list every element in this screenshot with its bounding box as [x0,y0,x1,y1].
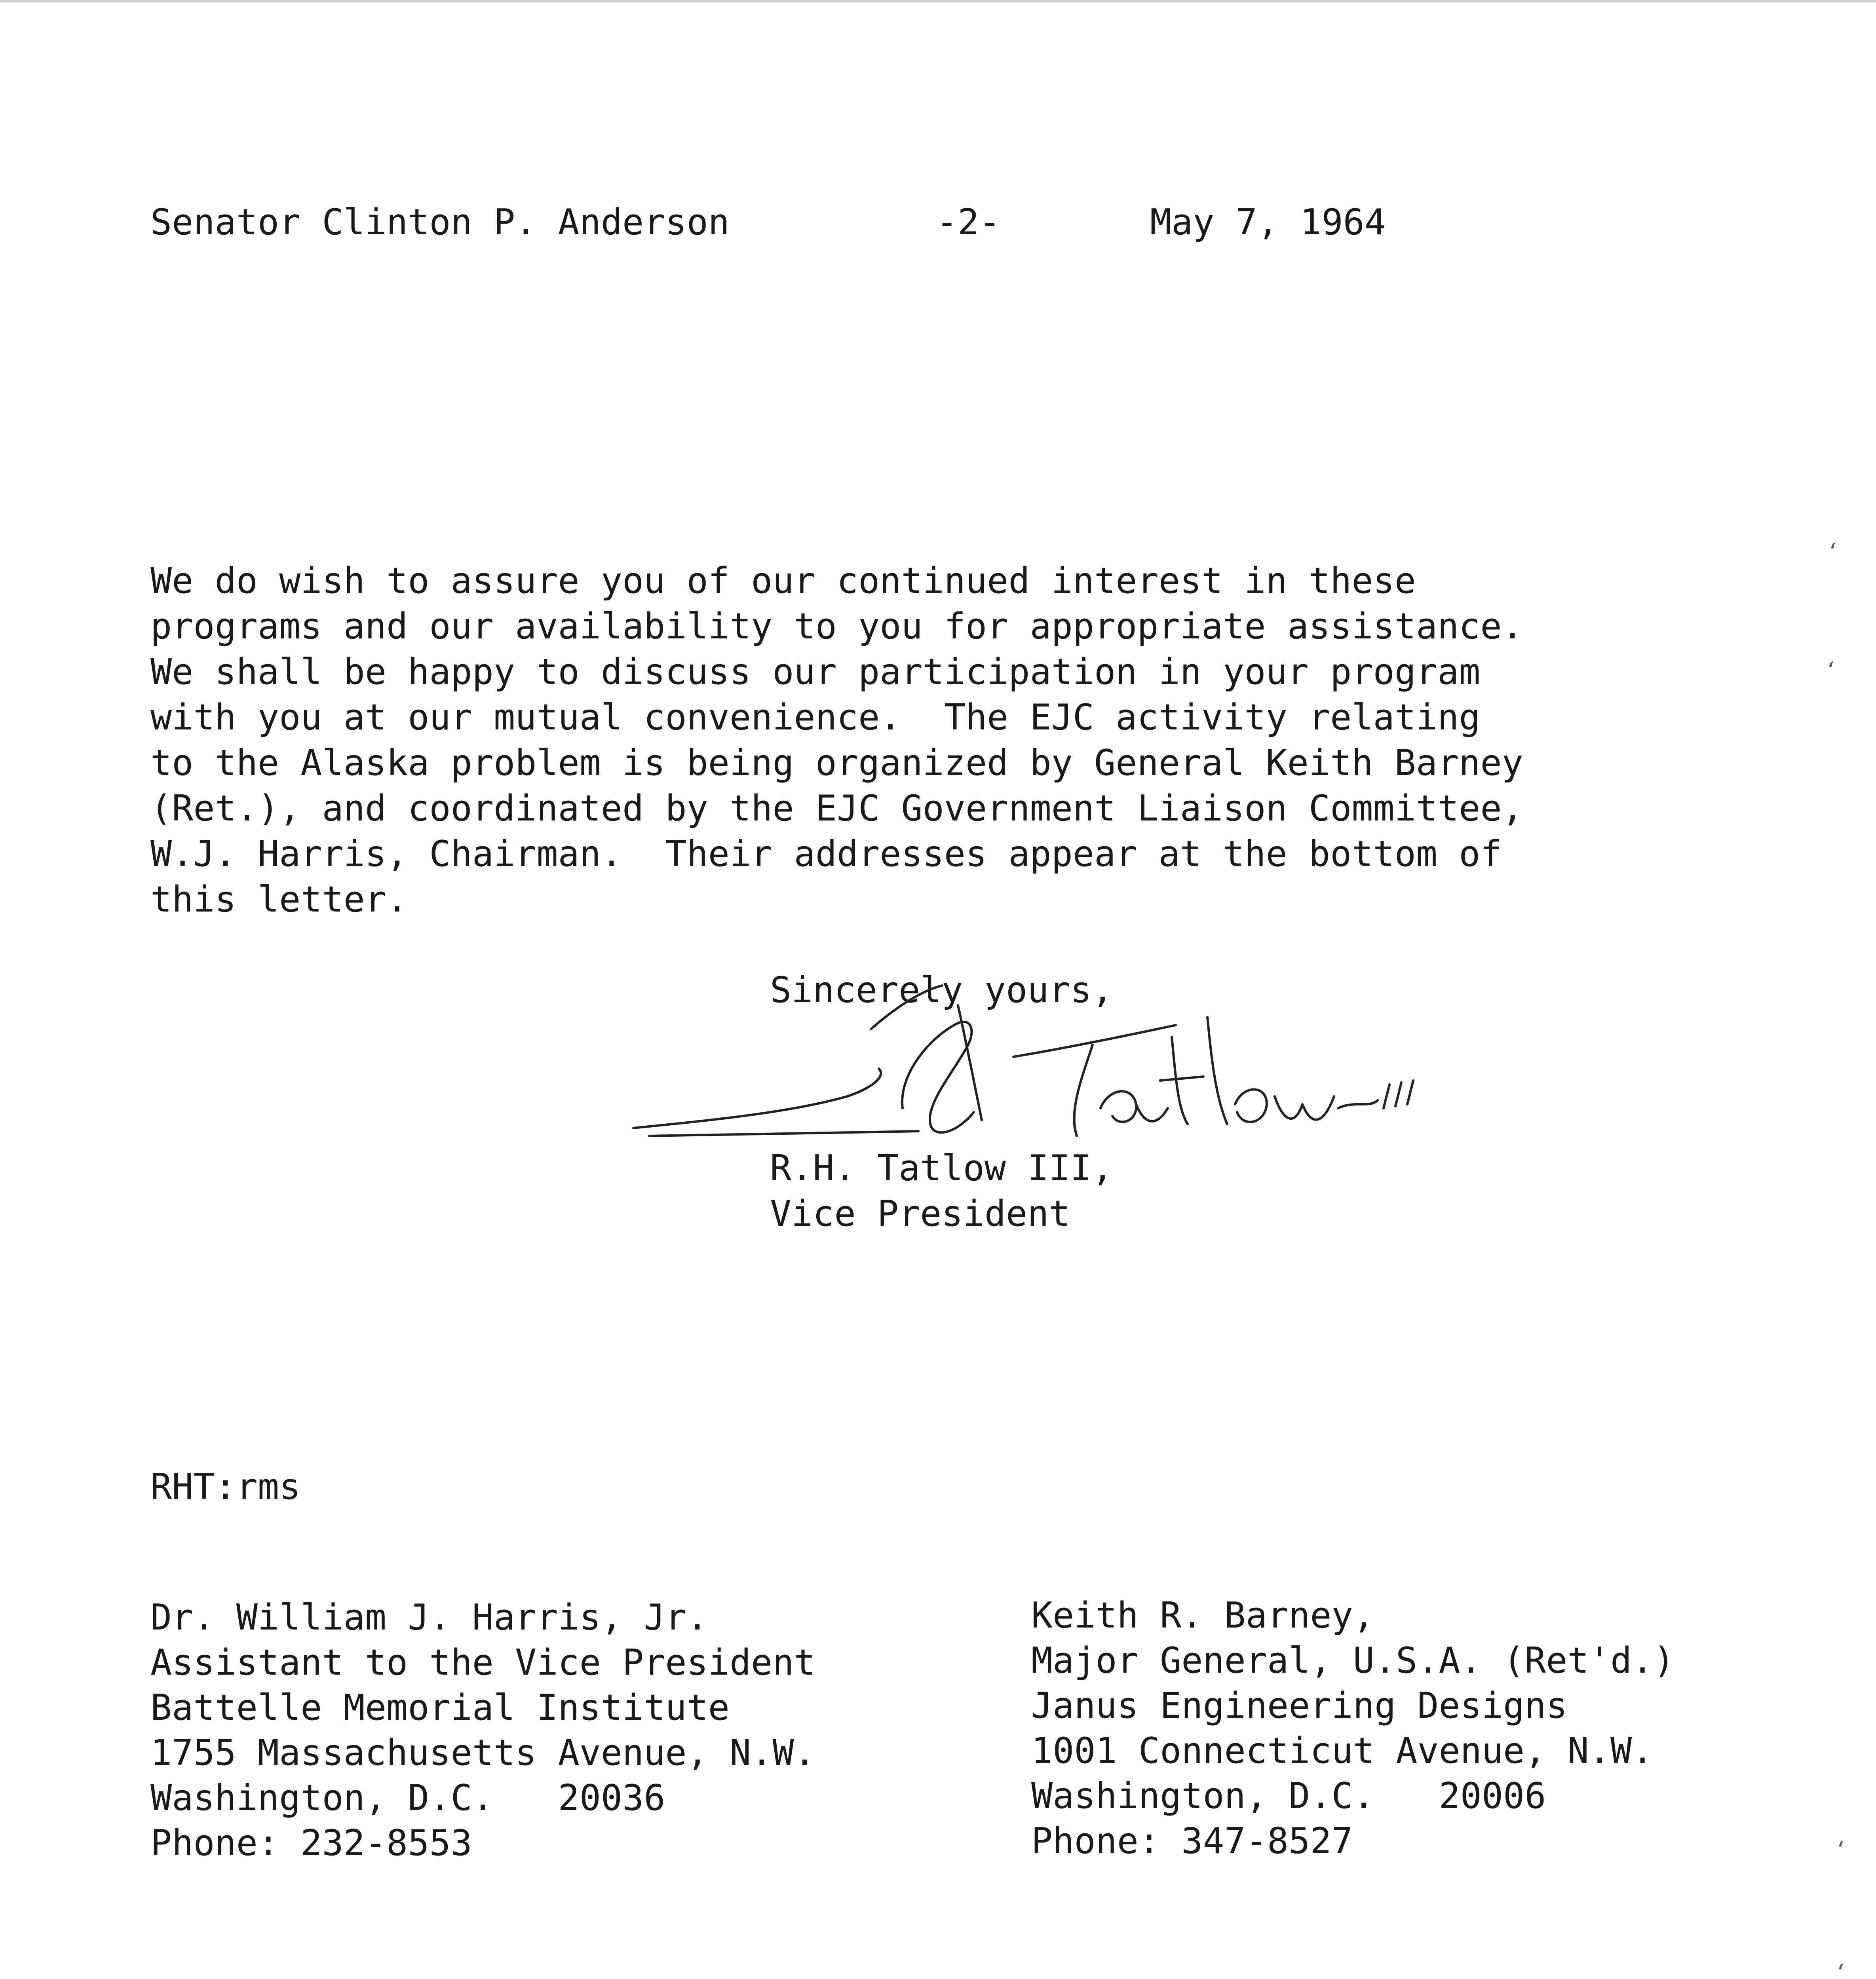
reference-initials: RHT:rms [150,1466,301,1508]
address-line: 1001 Connecticut Avenue, N.W. [1031,1730,1654,1772]
letter-body [150,558,1694,922]
body-line: with you at our mutual convenience. The EJC activity relating [150,697,1481,738]
header-page-number: -2- [936,201,1001,243]
body-line: (Ret.), and coordinated by the EJC Government Liaison Committee, [150,788,1523,829]
address-line: Janus Engineering Designs [1031,1685,1568,1726]
address-line: 1755 Massachusetts Avenue, N.W. [150,1732,815,1774]
margin-mark: ‘ [1837,1959,1845,1979]
margin-mark: ‘ [1827,657,1835,685]
address-line: Phone: 232-8553 [150,1822,472,1864]
address-block-harris [150,1595,815,1866]
signer-name: R.H. Tatlow III, [770,1147,1113,1189]
closing-salutation: Sincerely yours, [770,969,1113,1011]
body-line: programs and our availability to you for appropriate assistance. [150,606,1523,647]
body-line: to the Alaska problem is being organized by General Keith Barney [150,742,1523,784]
address-line: Washington, D.C. 20006 [1031,1775,1546,1817]
address-line: Dr. William J. Harris, Jr. [150,1597,708,1638]
body-line: W.J. Harris, Chairman. Their addresses appear at the bottom of [150,833,1502,875]
address-block-barney [1031,1593,1675,1864]
margin-mark: ‘ [1829,538,1837,566]
signer-title: Vice President [770,1193,1070,1235]
page-top-edge [0,0,1876,2]
address-line: Washington, D.C. 20036 [150,1777,665,1819]
body-line: We do wish to assure you of our continued interest in these [150,560,1416,602]
address-line: Battelle Memorial Institute [150,1687,730,1728]
margin-mark: ‘ [1837,1837,1845,1864]
header-recipient: Senator Clinton P. Anderson [150,201,730,243]
body-line: this letter. [150,879,408,920]
address-line: Phone: 347-8527 [1031,1820,1353,1862]
body-line: We shall be happy to discuss our participation in your program [150,651,1481,693]
address-line: Assistant to the Vice President [150,1642,815,1683]
header-date: May 7, 1964 [1150,201,1386,243]
address-line: Keith R. Barney, [1031,1595,1374,1636]
address-line: Major General, U.S.A. (Ret'd.) [1031,1640,1675,1681]
